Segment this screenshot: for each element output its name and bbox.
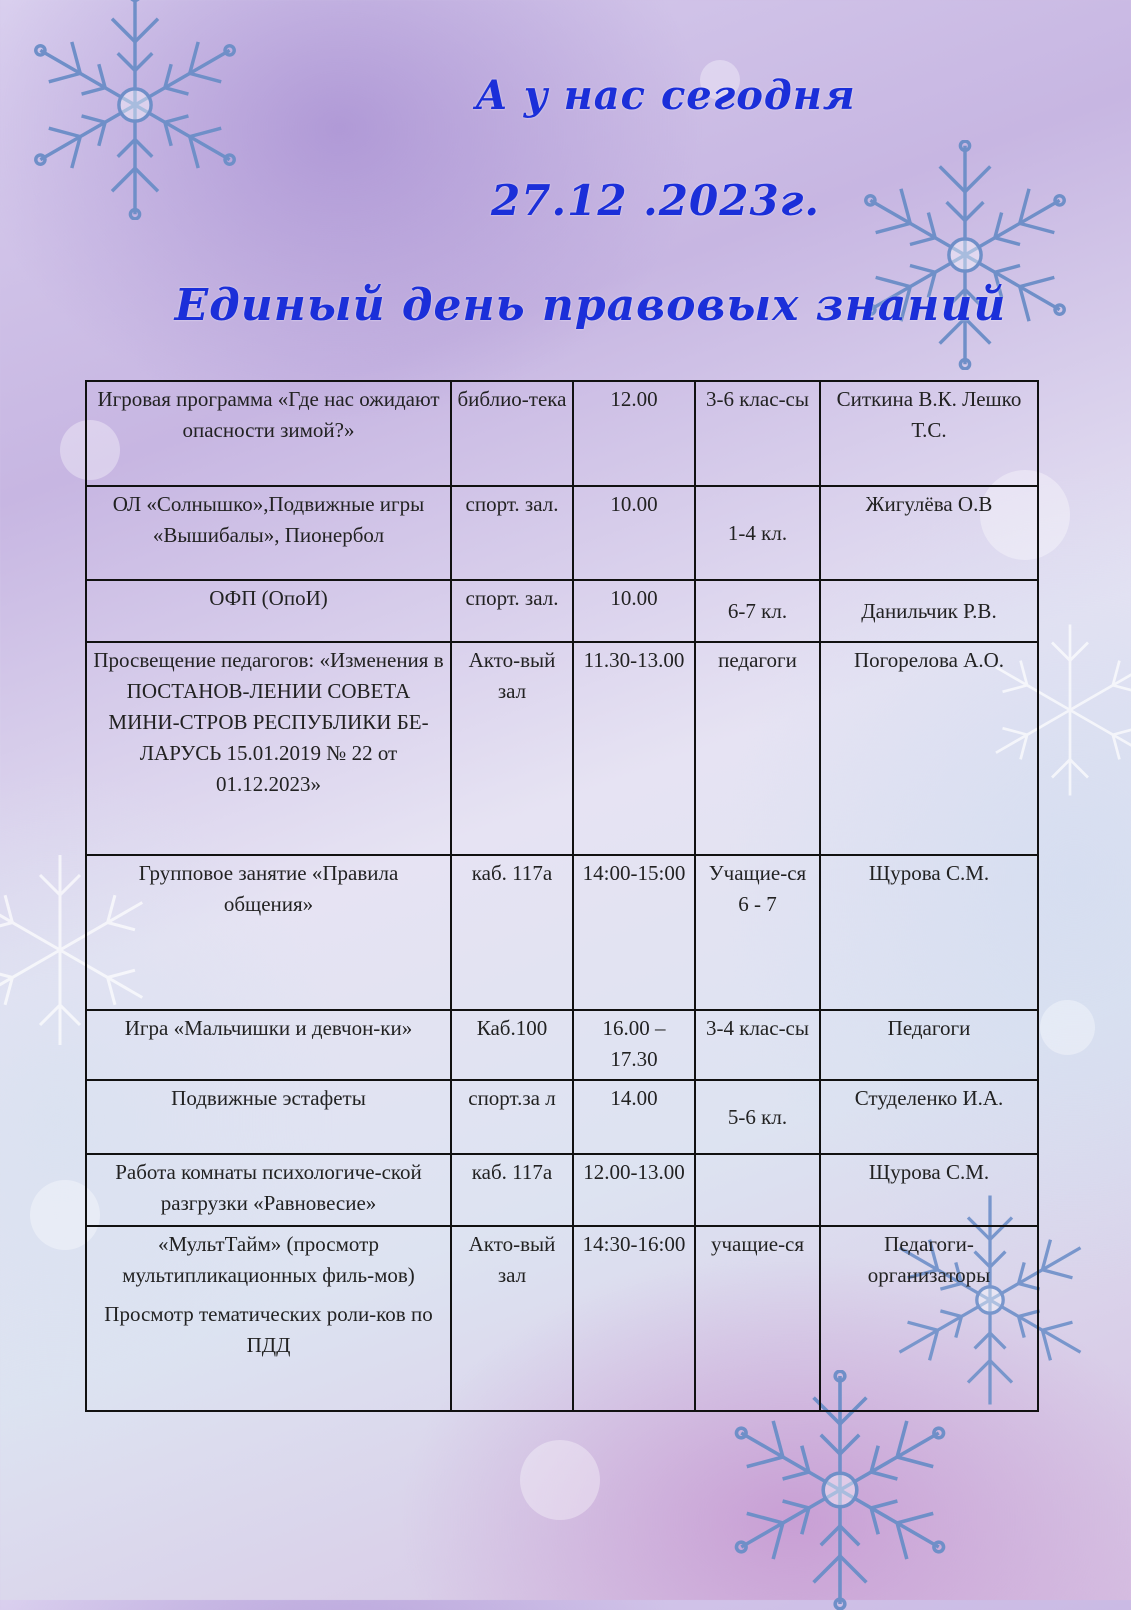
audience-cell: 6-7 кл. bbox=[695, 580, 820, 642]
time-cell: 16.00 – 17.30 bbox=[573, 1010, 695, 1080]
activity-cell: Игровая программа «Где нас ожидают опасности зимой?» bbox=[86, 381, 451, 486]
place-cell: библио-тека bbox=[451, 381, 573, 486]
table-row bbox=[86, 381, 1038, 486]
table-row bbox=[86, 1226, 1038, 1411]
time-cell: 14:30-16:00 bbox=[573, 1226, 695, 1411]
activity-main-text: «МультТайм» (просмотр мультипликационных филь-мов) bbox=[122, 1232, 415, 1287]
audience-cell: Учащие-ся 6 - 7 bbox=[695, 855, 820, 1010]
audience-cell bbox=[695, 1154, 820, 1226]
table-row bbox=[86, 580, 1038, 642]
activity-cell: Групповое занятие «Правила общения» bbox=[86, 855, 451, 1010]
table-row bbox=[86, 1080, 1038, 1154]
activity-cell bbox=[86, 1226, 451, 1411]
header-line-1: А у нас сегодня bbox=[100, 72, 1131, 119]
responsible-cell: Студеленко И.А. bbox=[820, 1080, 1038, 1154]
activity-cell: ОФП (ОпоИ) bbox=[86, 580, 451, 642]
time-cell: 12.00-13.00 bbox=[573, 1154, 695, 1226]
time-cell: 11.30-13.00 bbox=[573, 642, 695, 855]
table-row bbox=[86, 1010, 1038, 1080]
snowflake-top-right-icon bbox=[850, 140, 1080, 370]
audience-cell: 1-4 кл. bbox=[695, 486, 820, 580]
audience-cell: 5-6 кл. bbox=[695, 1080, 820, 1154]
activity-extra-text: Просмотр тематических роли-ков по ПДД bbox=[92, 1299, 445, 1361]
table-row bbox=[86, 642, 1038, 855]
header-date: 27.12 .2023г. bbox=[90, 176, 1131, 225]
place-cell: Каб.100 bbox=[451, 1010, 573, 1080]
activity-cell: ОЛ «Солнышко»,Подвижные игры «Вышибалы», Пионербол bbox=[86, 486, 451, 580]
table-row bbox=[86, 486, 1038, 580]
responsible-cell: Педагоги bbox=[820, 1010, 1038, 1080]
responsible-cell: Данильчик Р.В. bbox=[820, 580, 1038, 642]
responsible-cell: Жигулёва О.В bbox=[820, 486, 1038, 580]
responsible-cell: Щурова С.М. bbox=[820, 855, 1038, 1010]
audience-cell: учащие-ся bbox=[695, 1226, 820, 1411]
audience-cell: 3-4 клас-сы bbox=[695, 1010, 820, 1080]
time-cell: 14:00-15:00 bbox=[573, 855, 695, 1010]
responsible-cell: Щурова С.М. bbox=[820, 1154, 1038, 1226]
time-cell: 14.00 bbox=[573, 1080, 695, 1154]
activity-cell: Подвижные эстафеты bbox=[86, 1080, 451, 1154]
activity-cell: Просвещение педагогов: «Изменения в ПОСТАНОВ-ЛЕНИИ СОВЕТА МИНИ-СТРОВ РЕСПУБЛИКИ БЕ-ЛАРУСЬ 15.01.2019 № 22 от 01.12.2023» bbox=[86, 642, 451, 855]
audience-cell: 3-6 клас-сы bbox=[695, 381, 820, 486]
time-cell: 12.00 bbox=[573, 381, 695, 486]
audience-cell: педагоги bbox=[695, 642, 820, 855]
schedule-table bbox=[85, 380, 1039, 1412]
header-title: Единый день правовых знаний bbox=[25, 280, 1131, 331]
time-cell: 10.00 bbox=[573, 580, 695, 642]
responsible-cell: Погорелова А.О. bbox=[820, 642, 1038, 855]
responsible-cell: Ситкина В.К. Лешко Т.С. bbox=[820, 381, 1038, 486]
place-cell: спорт. зал. bbox=[451, 580, 573, 642]
table-row bbox=[86, 1154, 1038, 1226]
place-cell: спорт.за л bbox=[451, 1080, 573, 1154]
place-cell: каб. 117а bbox=[451, 1154, 573, 1226]
responsible-cell: Педагоги-организаторы bbox=[820, 1226, 1038, 1411]
place-cell: спорт. зал. bbox=[451, 486, 573, 580]
place-cell: каб. 117а bbox=[451, 855, 573, 1010]
activity-cell: Работа комнаты психологиче-ской разгрузки «Равновесие» bbox=[86, 1154, 451, 1226]
place-cell: Акто-вый зал bbox=[451, 1226, 573, 1411]
table-row bbox=[86, 855, 1038, 1010]
place-cell: Акто-вый зал bbox=[451, 642, 573, 855]
activity-cell: Игра «Мальчишки и девчон-ки» bbox=[86, 1010, 451, 1080]
time-cell: 10.00 bbox=[573, 486, 695, 580]
